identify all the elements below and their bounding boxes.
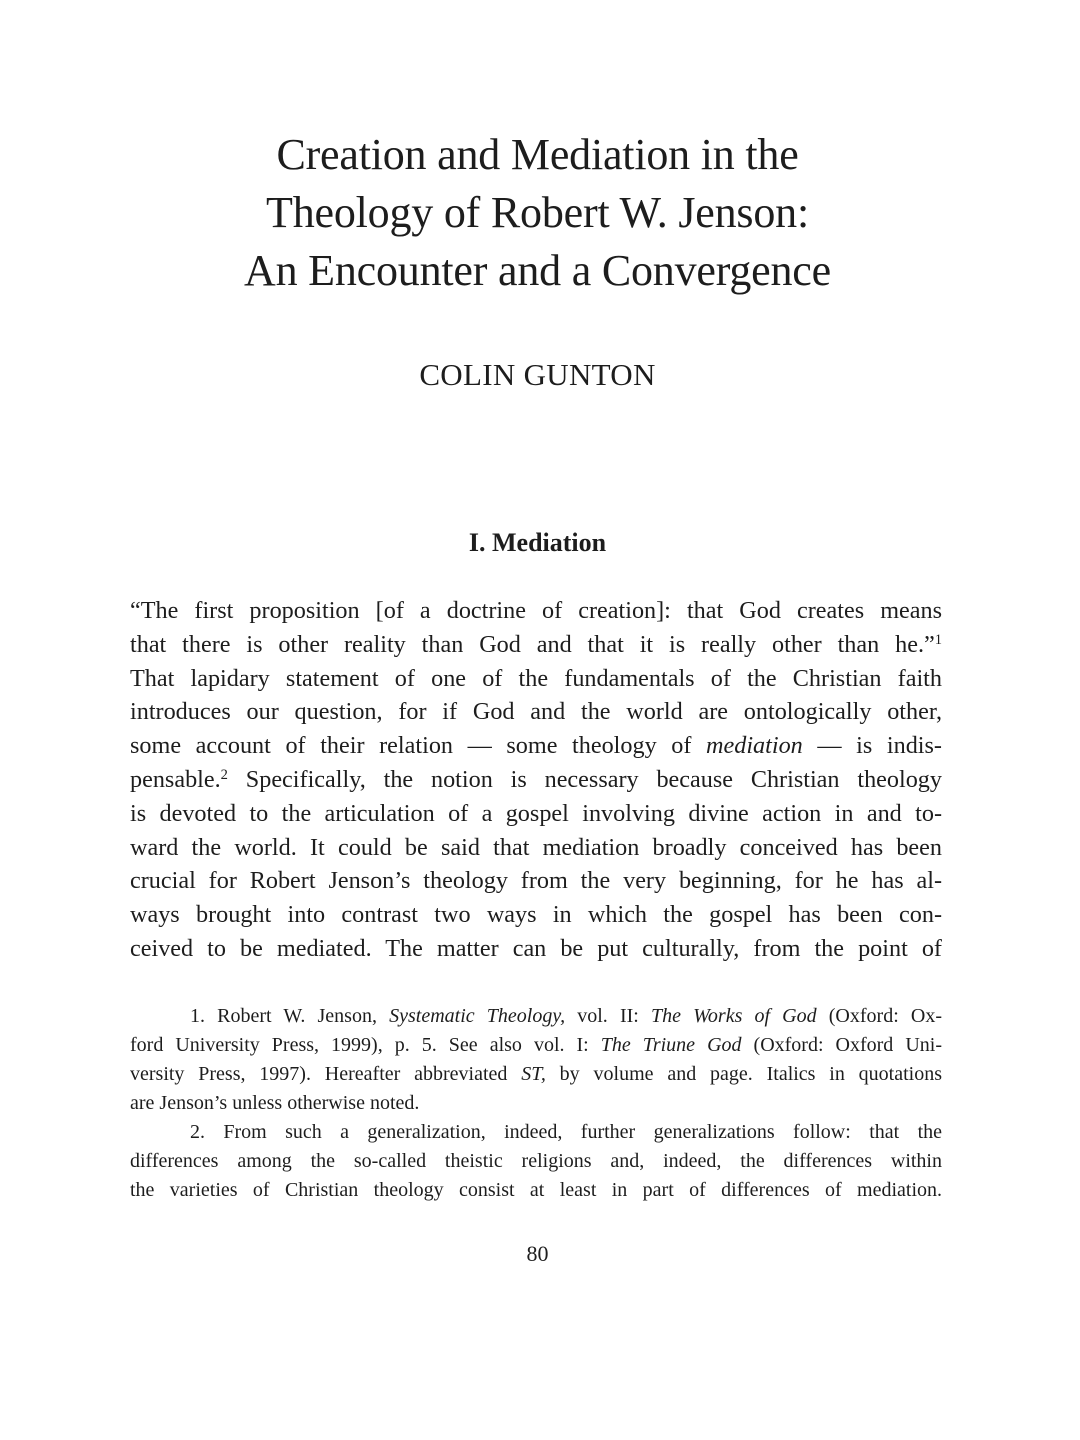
page-number: 80	[526, 1241, 549, 1266]
body-line: that there is other reality than God and that it is really other than he.”$^1$	[130, 630, 942, 658]
chapter-title-line: Creation and Mediation in the	[276, 130, 799, 179]
body-line: “The first proposition [of a doctrine of creation]: that God creates means	[130, 597, 942, 624]
footnote-2-line: the varieties of Christian theology consist at least in part of differences of mediation.	[130, 1179, 942, 1201]
body-line: ways brought into contrast two ways in which the gospel has been con-	[130, 901, 942, 929]
footnote-1-line: versity Press, 1997). Hereafter abbreviated ST, by volume and page. Italics in quotations	[130, 1063, 943, 1085]
body-line: introduces our question, for if God and the world are ontologically other,	[130, 698, 942, 726]
author-name: COLIN GUNTON	[419, 357, 656, 392]
footnote-2-line: 2. From such a generalization, indeed, further generalizations follow: that the	[190, 1121, 942, 1143]
emphasis-text: mediation	[706, 732, 803, 760]
chapter-title-line: Theology of Robert W. Jenson:	[266, 188, 809, 237]
section-heading: I. Mediation	[468, 528, 607, 557]
body-line: pensable.$^2$ Specifically, the notion is necessary because Christian theology	[130, 765, 942, 793]
footnote-ref-2[interactable]: 2	[220, 767, 228, 783]
chapter-title	[130, 126, 945, 300]
footnote-2-line: differences among the so-called theistic religions and, indeed, the differences within	[130, 1150, 942, 1172]
body-line: ward the world. It could be said that mediation broadly conceived has been	[130, 833, 942, 861]
body-line: is devoted to the articulation of a gospel involving divine action in and to-	[130, 799, 942, 827]
body-line: That lapidary statement of one of the fundamentals of the Christian faith	[130, 664, 942, 692]
footnote-1-line: are Jenson’s unless otherwise noted.	[130, 1092, 420, 1114]
chapter-title-line: An Encounter and a Convergence	[244, 246, 831, 295]
body-line: crucial for Robert Jenson’s theology from the very beginning, for he has al-	[130, 867, 942, 895]
footnotes	[130, 1002, 942, 1205]
footnote-1-line: 1. Robert W. Jenson, Systematic Theology, vol. II: The Works of God (Oxford: Ox-	[190, 1005, 942, 1027]
footnote-ref-1[interactable]: 1	[934, 631, 942, 648]
body-line: some account of their relation — some theology of mediation — is indis-	[130, 732, 942, 760]
body-line: ceived to be mediated. The matter can be put culturally, from the point of	[130, 934, 942, 962]
footnote-1-line: ford University Press, 1999), p. 5. See also vol. I: The Triune God (Oxford: Oxford Uni-	[130, 1034, 942, 1056]
body-text	[130, 594, 942, 966]
